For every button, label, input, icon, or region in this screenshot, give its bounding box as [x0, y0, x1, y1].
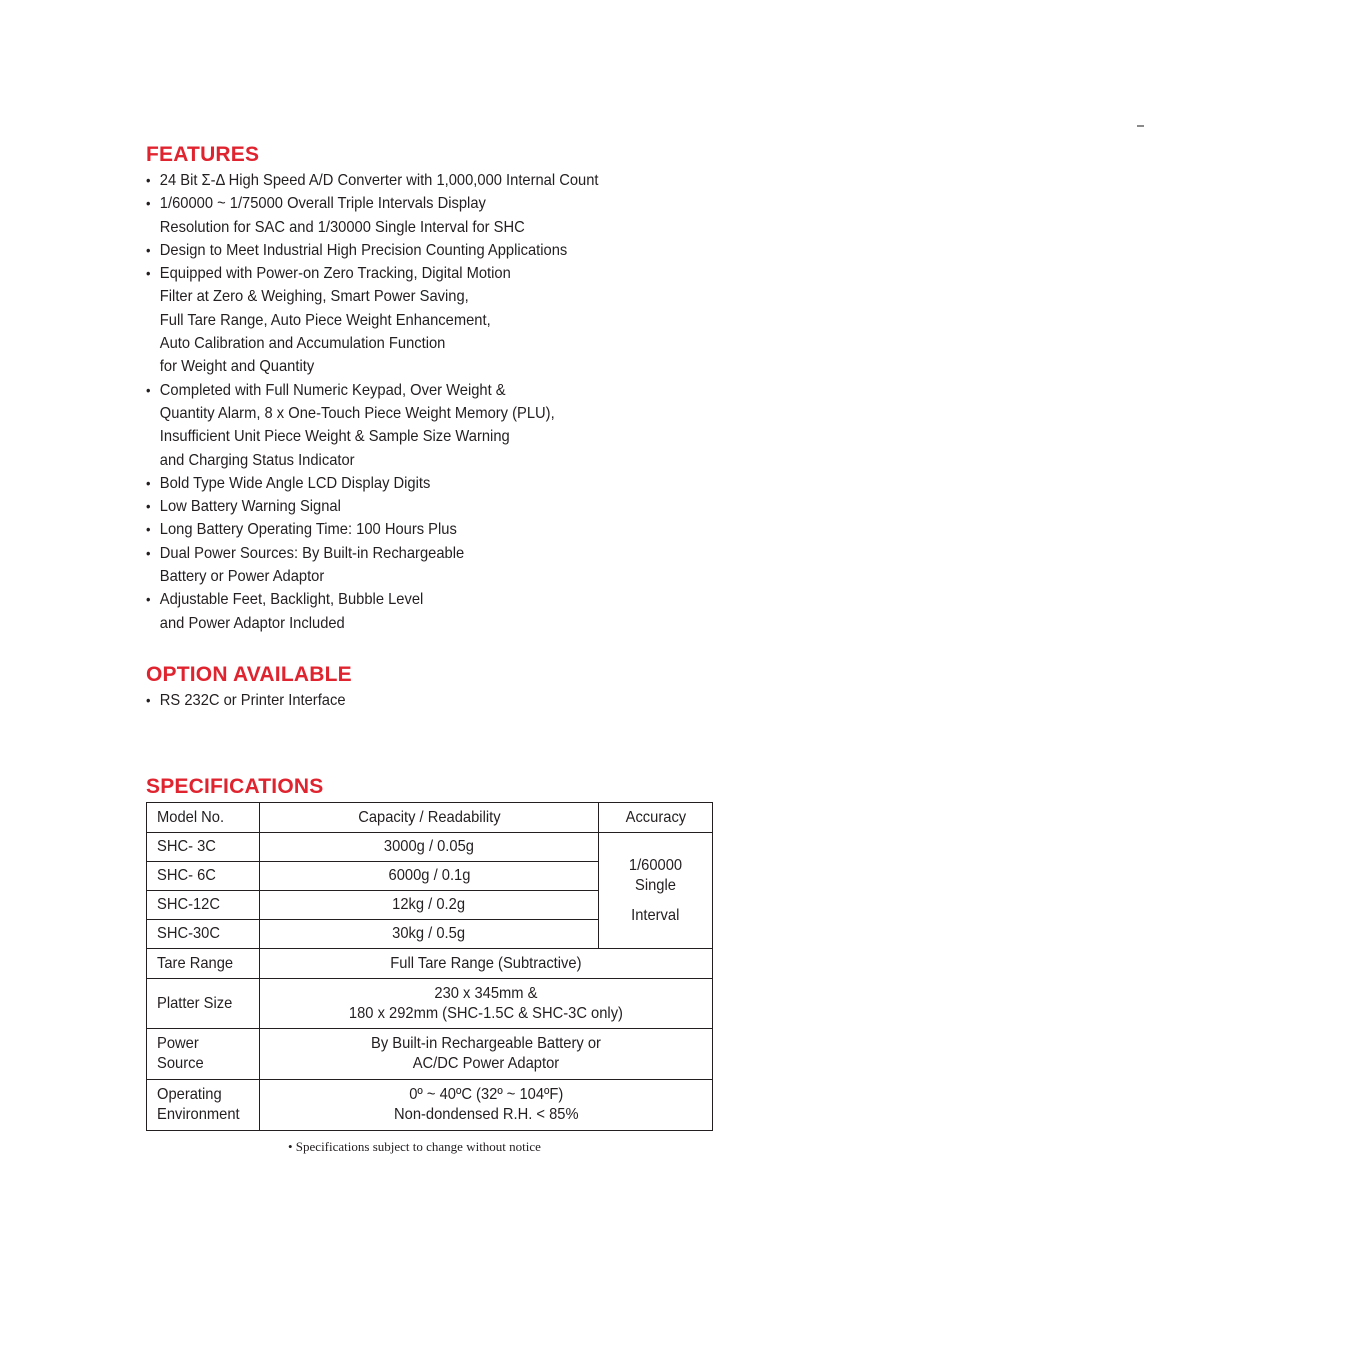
- environment-value: 0º ~ 40ºC (32º ~ 104ºF) Non-dondensed R.H. < 85%: [260, 1080, 713, 1131]
- header-accuracy: Accuracy: [599, 803, 713, 833]
- table-row-tare: [147, 949, 713, 979]
- capacity-cell: 30kg / 0.5g: [260, 920, 599, 949]
- table-header-row: [147, 803, 713, 833]
- tare-value: Full Tare Range (Subtractive): [260, 949, 713, 979]
- features-heading: FEATURES: [146, 143, 260, 166]
- table-row-platter: [147, 979, 713, 1029]
- power-value: By Built-in Rechargeable Battery or AC/DC Power Adaptor: [260, 1029, 713, 1080]
- model-cell: SHC-12C: [147, 891, 260, 920]
- capacity-cell: 6000g / 0.1g: [260, 862, 599, 891]
- stray-mark: [1137, 125, 1144, 127]
- platter-label: Platter Size: [147, 979, 260, 1029]
- feature-item: • Completed with Full Numeric Keypad, Over Weight & Quantity Alarm, 8 x One-Touch Piece Weight Memory (PLU), Insufficient Unit Piece Weight & Sample Size Warning and Charging Status Indicator: [146, 379, 698, 472]
- capacity-cell: 12kg / 0.2g: [260, 891, 599, 920]
- table-row-environment: [147, 1080, 713, 1131]
- model-cell: SHC- 3C: [147, 833, 260, 862]
- model-cell: SHC-30C: [147, 920, 260, 949]
- option-item: • RS 232C or Printer Interface: [146, 689, 698, 712]
- accuracy-cell: 1/60000 Single Interval: [599, 833, 713, 949]
- feature-item: • Low Battery Warning Signal: [146, 495, 698, 518]
- environment-label: Operating Environment: [147, 1080, 260, 1131]
- specifications-heading: SPECIFICATIONS: [146, 775, 324, 799]
- platter-value: 230 x 345mm & 180 x 292mm (SHC-1.5C & SHC-3C only): [260, 979, 713, 1029]
- specifications-note: • Specifications subject to change without notice: [288, 1139, 541, 1155]
- table-row: [147, 833, 713, 862]
- feature-item: • Equipped with Power-on Zero Tracking, Digital Motion Filter at Zero & Weighing, Smart Power Saving, Full Tare Range, Auto Piece Weight Enhancement, Auto Calibration and Accumulation Function for Weight and Quantity: [146, 262, 698, 378]
- tare-label: Tare Range: [147, 949, 260, 979]
- features-list: [146, 169, 746, 635]
- feature-item: • Design to Meet Industrial High Precision Counting Applications: [146, 239, 698, 262]
- option-heading: OPTION AVAILABLE: [146, 662, 352, 686]
- header-capacity: Capacity / Readability: [260, 803, 599, 833]
- specifications-table: [146, 802, 713, 1131]
- header-model: Model No.: [147, 803, 260, 833]
- table-row-power: [147, 1029, 713, 1080]
- feature-item: • 24 Bit Σ-Δ High Speed A/D Converter with 1,000,000 Internal Count: [146, 169, 698, 192]
- feature-item: • Adjustable Feet, Backlight, Bubble Level and Power Adaptor Included: [146, 588, 698, 635]
- option-list: [146, 689, 746, 712]
- spec-sheet: [146, 142, 746, 1155]
- power-label: Power Source: [147, 1029, 260, 1080]
- feature-item: • Long Battery Operating Time: 100 Hours Plus: [146, 518, 698, 541]
- model-cell: SHC- 6C: [147, 862, 260, 891]
- feature-item: • Bold Type Wide Angle LCD Display Digits: [146, 472, 698, 495]
- feature-item: • Dual Power Sources: By Built-in Rechargeable Battery or Power Adaptor: [146, 542, 698, 589]
- feature-item: • 1/60000 ~ 1/75000 Overall Triple Intervals Display Resolution for SAC and 1/30000 Single Interval for SHC: [146, 192, 698, 239]
- capacity-cell: 3000g / 0.05g: [260, 833, 599, 862]
